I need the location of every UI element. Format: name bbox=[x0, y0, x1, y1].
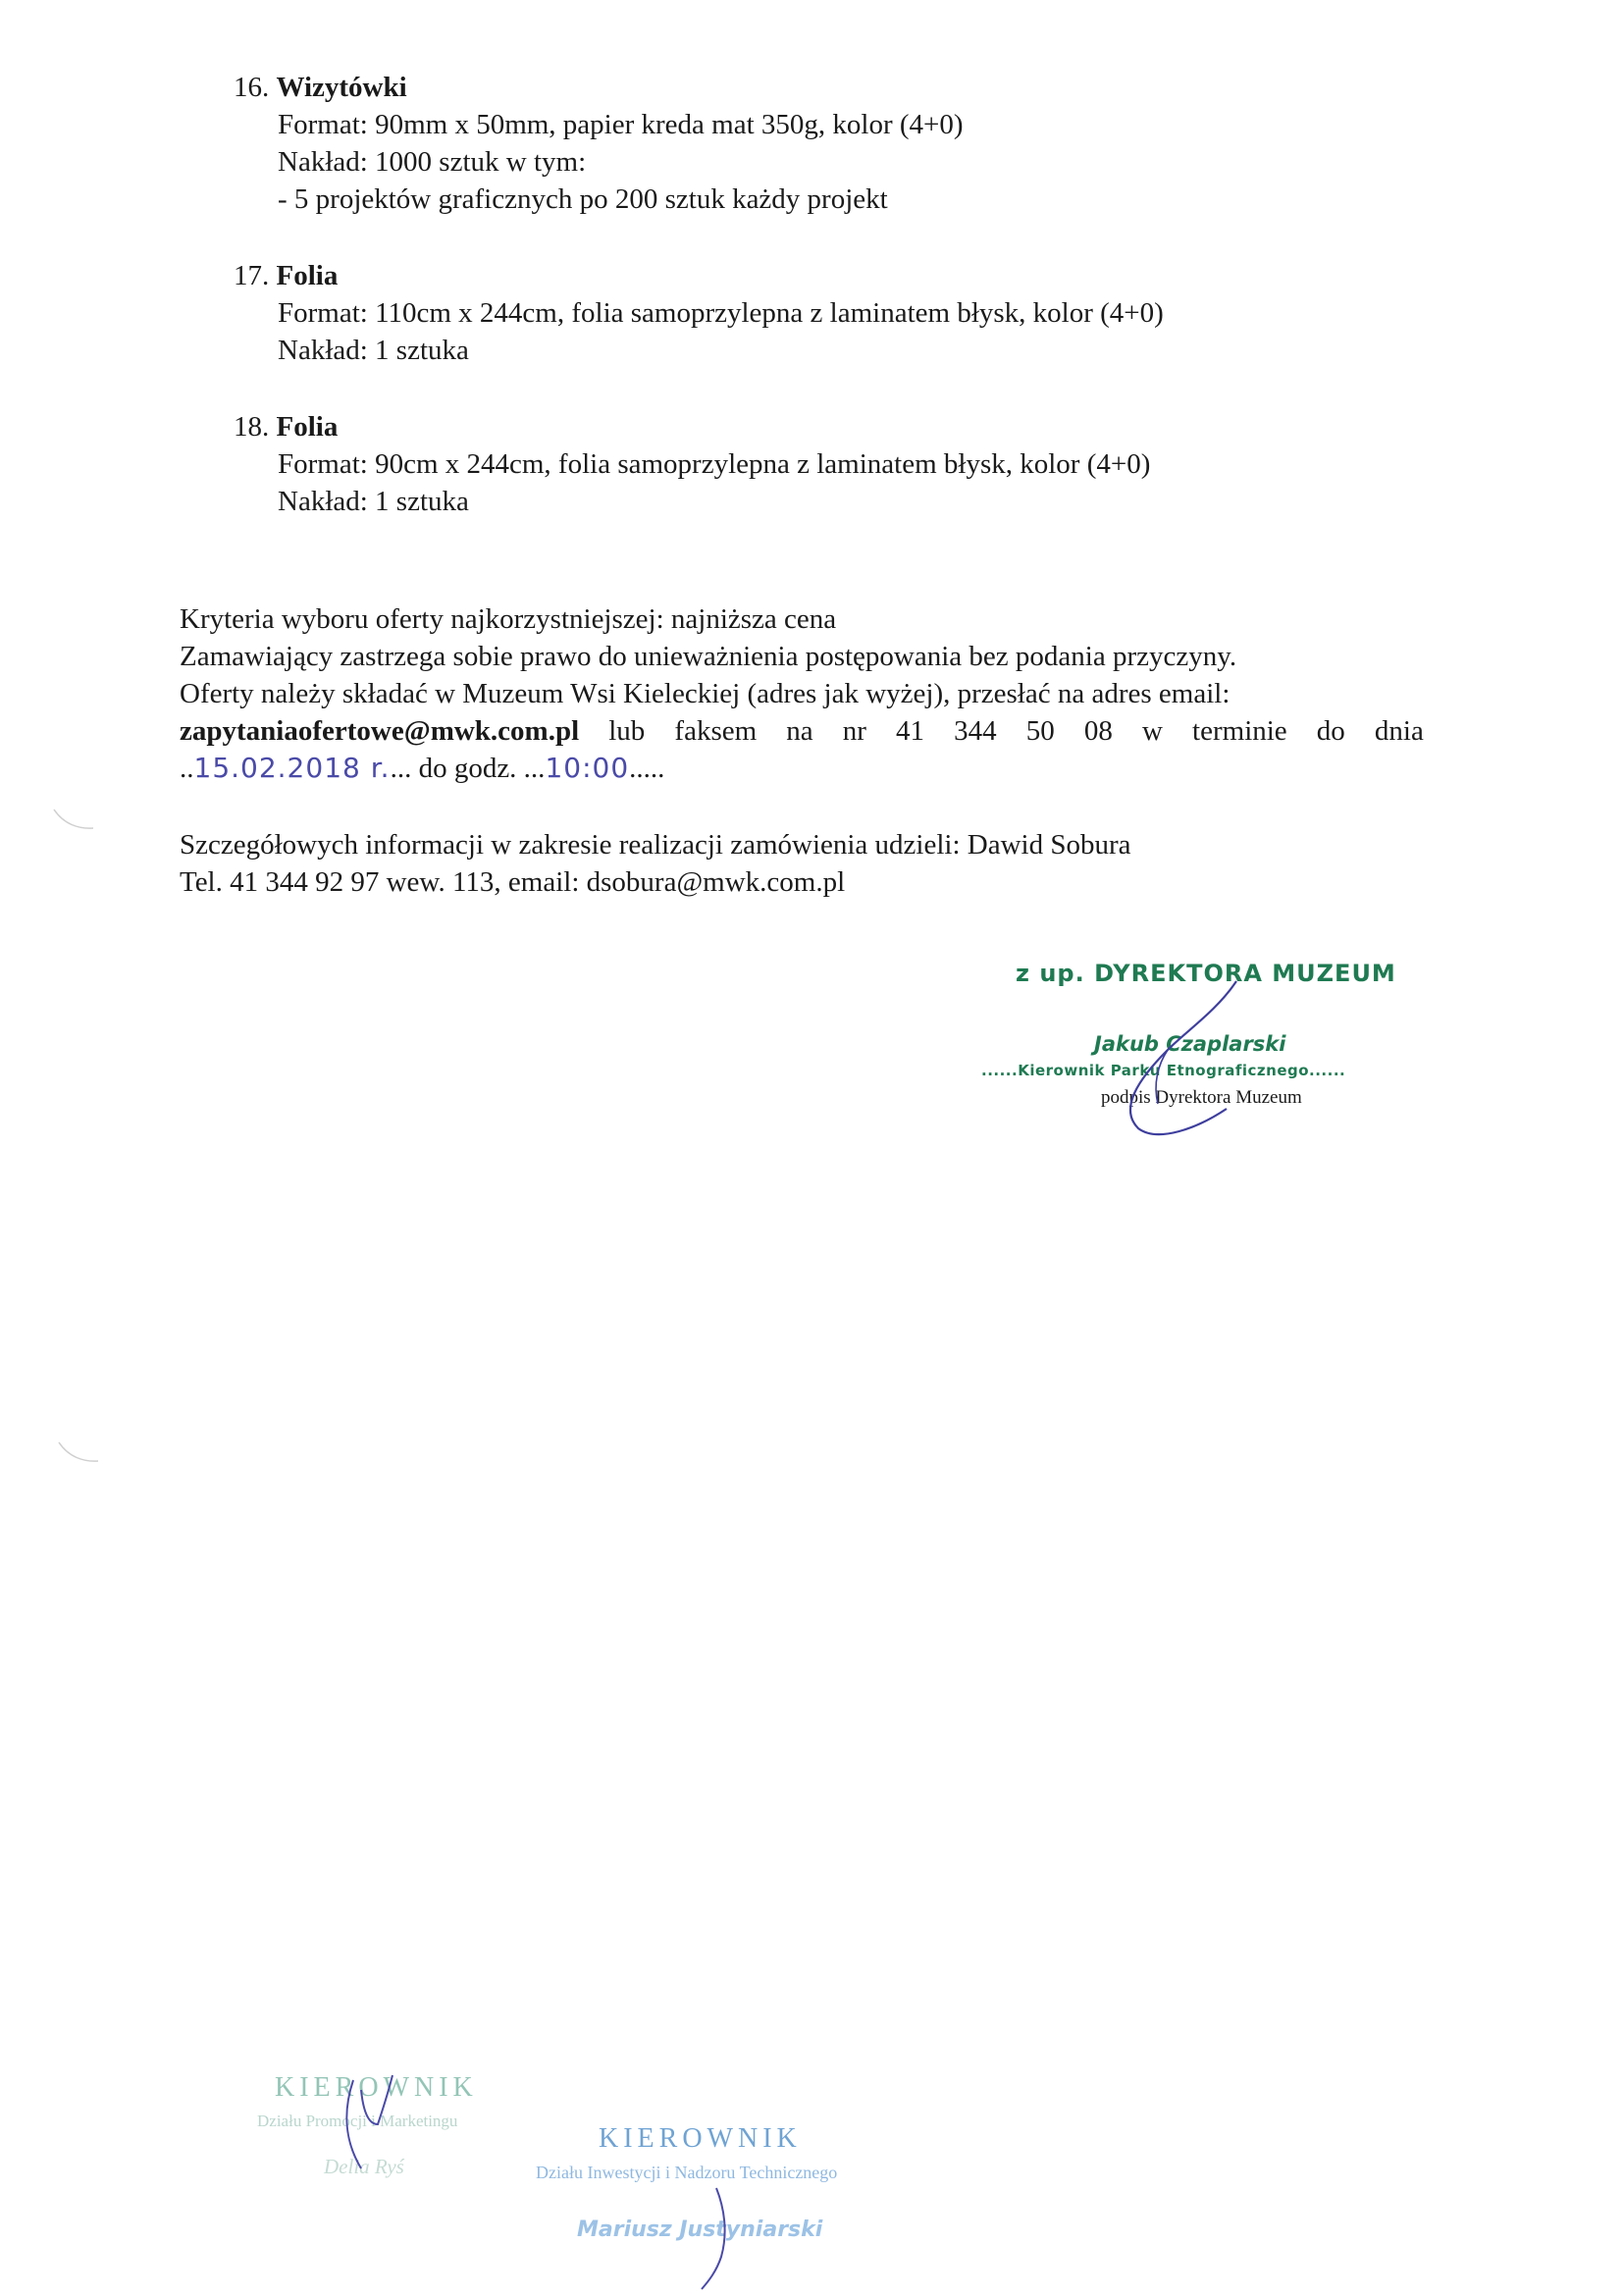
item-line: Format: 110cm x 244cm, folia samoprzylepna z laminatem błysk, kolor (4+0) bbox=[278, 297, 1164, 329]
item-title: Folia bbox=[276, 411, 339, 443]
email-fax-word: dnia bbox=[1374, 715, 1424, 747]
item-title: Wizytówki bbox=[276, 72, 407, 103]
item-number: 16. bbox=[234, 72, 270, 103]
director-stamp-role: ......Kierownik Parku Etnograficznego...... bbox=[981, 1062, 1346, 1079]
criteria-paragraph bbox=[180, 600, 1424, 787]
investment-signature-mark bbox=[687, 2183, 746, 2291]
email-fax-word: na bbox=[786, 715, 813, 747]
email-fax-word: terminie bbox=[1192, 715, 1287, 747]
email-fax-word: do bbox=[1316, 715, 1345, 747]
faint-stamp-subtitle: Działu Promocji i Marketingu bbox=[257, 2112, 458, 2130]
time-suffix-dots: ..... bbox=[629, 753, 665, 784]
email-fax-line bbox=[180, 712, 1424, 750]
date-suffix-dots: ... bbox=[390, 753, 412, 784]
offers-line bbox=[180, 675, 1424, 712]
item-number: 17. bbox=[234, 260, 270, 291]
list-item-16 bbox=[234, 69, 964, 218]
item-line: Nakład: 1000 sztuk w tym: bbox=[278, 146, 587, 178]
faint-stamp-name: Delia Ryś bbox=[324, 2155, 404, 2178]
email-fax-word: nr bbox=[842, 715, 866, 747]
item-line: Format: 90mm x 50mm, papier kreda mat 350g, kolor (4+0) bbox=[278, 109, 964, 140]
list-item-17 bbox=[234, 257, 1164, 369]
date-prefix-dots: .. bbox=[180, 753, 194, 784]
signature-caption: podpis Dyrektora Muzeum bbox=[1101, 1087, 1302, 1108]
scan-edge-mark bbox=[49, 805, 98, 834]
item-line: Nakład: 1 sztuka bbox=[278, 486, 469, 517]
faint-stamp-title: KIEROWNIK bbox=[599, 2123, 802, 2154]
item-number: 18. bbox=[234, 411, 270, 443]
email-fax-word: w bbox=[1141, 715, 1163, 747]
item-line: Format: 90cm x 244cm, folia samoprzylepna z laminatem błysk, kolor (4+0) bbox=[278, 448, 1151, 480]
list-item-18 bbox=[234, 408, 1150, 520]
contact-paragraph bbox=[180, 826, 1424, 901]
director-stamp-name: Jakub Czaplarski bbox=[1094, 1032, 1286, 1056]
criteria-line: Kryteria wyboru oferty najkorzystniejszej: najniższa cena bbox=[180, 603, 837, 635]
offers-email[interactable]: zapytaniaofertowe@mwk.com.pl bbox=[180, 715, 580, 747]
marketing-signature-mark bbox=[324, 2070, 412, 2178]
handwritten-time: 10:00 bbox=[545, 752, 630, 784]
time-label: do godz. ... bbox=[411, 753, 546, 784]
handwritten-date: 15.02.2018 r. bbox=[193, 752, 391, 784]
faint-stamp-subtitle: Działu Inwestycji i Nadzoru Technicznego bbox=[536, 2163, 838, 2182]
scan-edge-mark bbox=[54, 1437, 103, 1467]
offers-line-text: Oferty należy składać w Muzeum Wsi Kieleckiej (adres jak wyżej), przesłać na adres email: bbox=[180, 678, 1230, 709]
item-title: Folia bbox=[276, 260, 339, 291]
email-fax-word: faksem bbox=[674, 715, 758, 747]
email-fax-word: 41 bbox=[896, 715, 925, 747]
faint-stamp-name: Mariusz Justyniarski bbox=[577, 2218, 823, 2242]
faint-stamp-title: KIEROWNIK bbox=[275, 2072, 478, 2103]
reservation-line: Zamawiający zastrzega sobie prawo do unieważnienia postępowania bez podania przyczyny. bbox=[180, 641, 1237, 672]
item-line: Nakład: 1 sztuka bbox=[278, 335, 469, 366]
email-fax-word: 344 bbox=[954, 715, 997, 747]
director-stamp-title: z up. DYREKTORA MUZEUM bbox=[1016, 960, 1396, 987]
deadline-line bbox=[180, 750, 1424, 787]
email-fax-word: lub bbox=[608, 715, 646, 747]
director-signature-mark bbox=[1099, 971, 1256, 1148]
email-fax-word: 50 bbox=[1025, 715, 1055, 747]
contact-person-line: Szczegółowych informacji w zakresie realizacji zamówienia udzieli: Dawid Sobura bbox=[180, 829, 1131, 861]
email-fax-word: 08 bbox=[1083, 715, 1113, 747]
item-line: - 5 projektów graficznych po 200 sztuk każdy projekt bbox=[278, 183, 888, 215]
contact-phone-line: Tel. 41 344 92 97 wew. 113, email: dsobura@mwk.com.pl bbox=[180, 866, 846, 898]
